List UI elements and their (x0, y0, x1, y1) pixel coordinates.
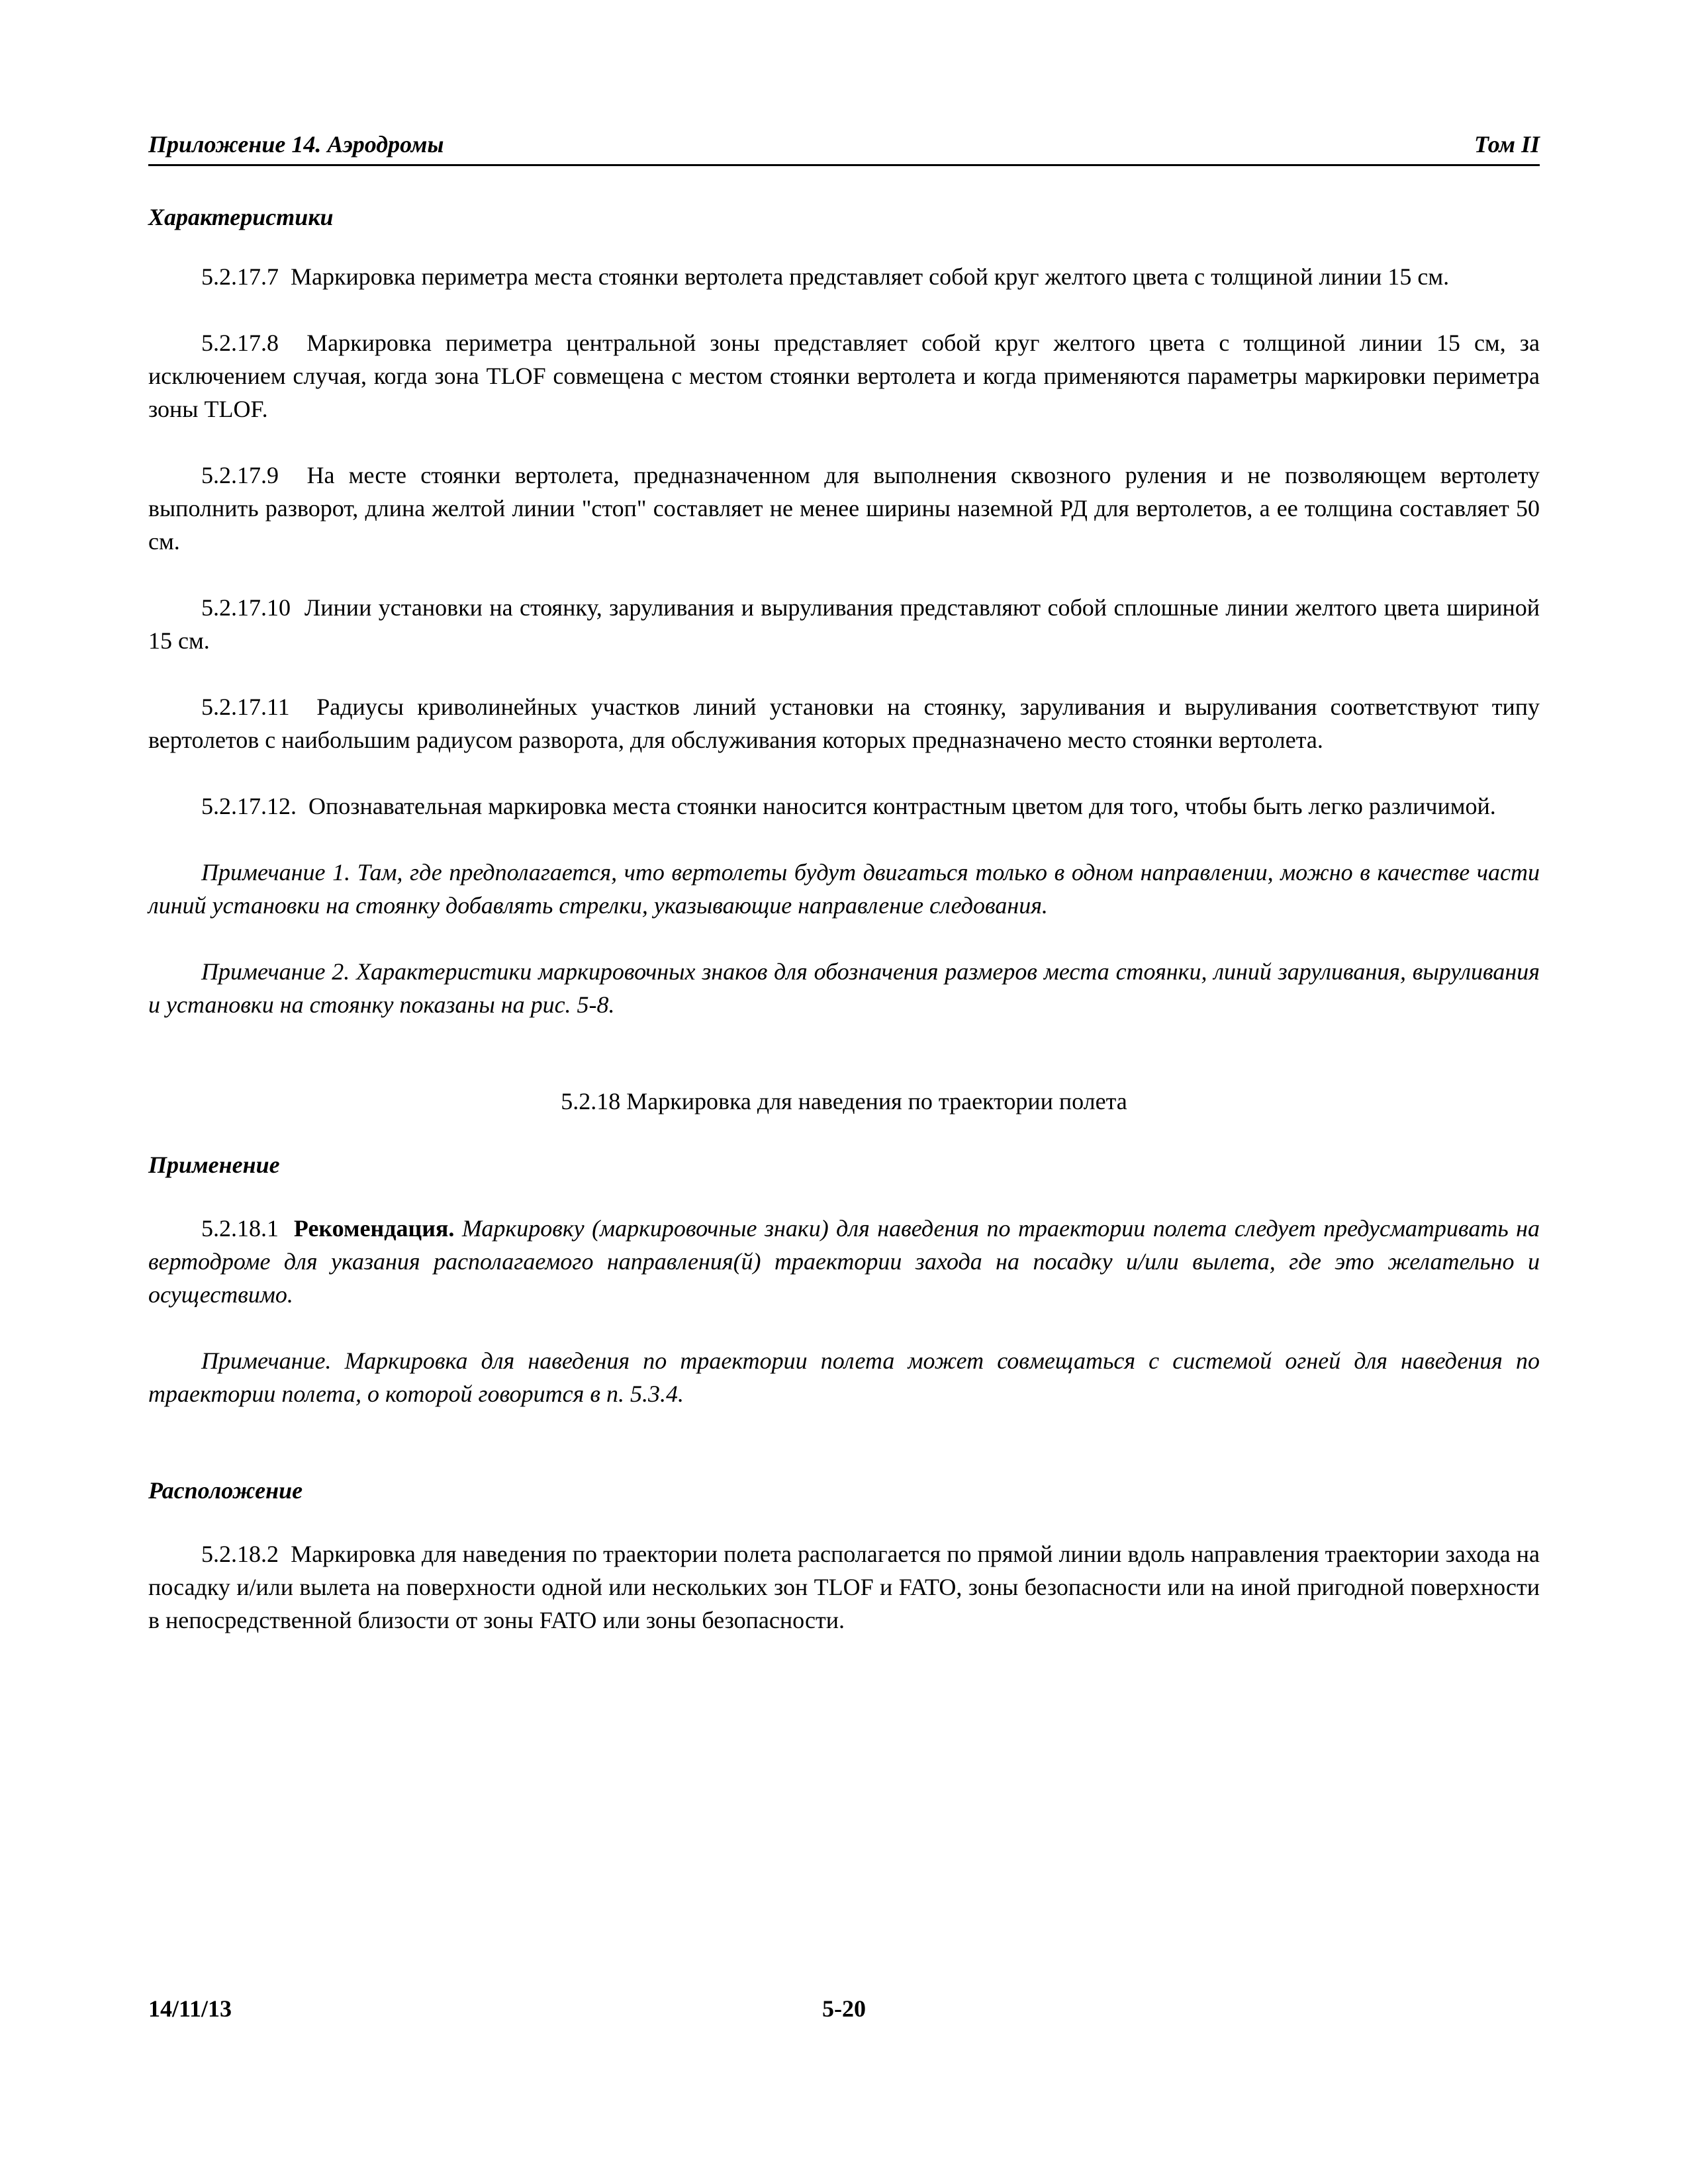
header-volume: Том II (1474, 131, 1540, 158)
page-footer (148, 1992, 1540, 2025)
paragraph-number: 5.2.17.10 (201, 594, 291, 621)
paragraph-5-2-17-9 (148, 459, 1540, 558)
paragraph-5-2-17-7 (148, 260, 1540, 293)
section-5-2-18-title: 5.2.18 Маркировка для наведения по траектории полета (561, 1088, 1127, 1115)
paragraph-5-2-17-12 (148, 790, 1540, 823)
paragraph-text: На месте стоянки вертолета, предназначенном для выполнения сквозного руления и не позволяющем вертолету выполнить разворот, длина желтой линии "стоп" составляет не менее ширины наземной РД для вертолетов, а ее толщина составляет 50 см. (148, 462, 1540, 555)
paragraph-text: Маркировку (маркировочные знаки) для наведения по траектории полета следует предусматривать на вертодроме для указания располагаемого направления(й) траектории захода на посадку и/или вылета, где это желательно и осуществимо. (148, 1215, 1540, 1308)
paragraph-text: Линии установки на стоянку, заруливания и выруливания представляют собой сплошные линии желтого цвета шириной 15 см. (148, 594, 1540, 654)
characteristics-heading: Характеристики (148, 204, 334, 230)
paragraph-5-2-17-11 (148, 690, 1540, 756)
header-annex-title: Приложение 14. Аэродромы (148, 131, 444, 158)
note-3: Примечание. Маркировка для наведения по траектории полета может совмещаться с системой огней для наведения по траектории полета, о которой говорится в п. 5.3.4. (148, 1347, 1540, 1407)
paragraph-text: Маркировка периметра центральной зоны представляет собой круг желтого цвета с толщиной линии 15 см, за исключением случая, когда зона TLOF совмещена с местом стоянки вертолета и когда применяются параметры маркировки периметра зоны TLOF. (148, 330, 1540, 422)
document-page (148, 130, 1540, 1637)
paragraph-5-2-18-2 (148, 1537, 1540, 1637)
paragraph-5-2-18-1 (148, 1212, 1540, 1311)
note-1: Примечание 1. Там, где предполагается, что вертолеты будут двигаться только в одном направлении, можно в качестве части линий установки на стоянку добавлять стрелки, указывающие направление следования. (148, 859, 1540, 919)
paragraph-number: 5.2.18.1 (201, 1215, 279, 1242)
paragraph-5-2-17-8 (148, 326, 1540, 426)
paragraph-5-2-17-10 (148, 591, 1540, 657)
footer-page-number: 5-20 (822, 1995, 866, 2022)
note-2: Примечание 2. Характеристики маркировочных знаков для обозначения размеров места стоянки, линий заруливания, выруливания и установки на стоянку показаны на рис. 5-8. (148, 958, 1540, 1018)
paragraph-number: 5.2.17.8 (201, 330, 279, 356)
running-header (148, 130, 1540, 166)
paragraph-text: Маркировка периметра места стоянки вертолета представляет собой круг желтого цвета с толщиной линии 15 см. (291, 263, 1450, 290)
location-heading: Расположение (148, 1477, 303, 1504)
footer-date: 14/11/13 (148, 1995, 232, 2022)
paragraph-number: 5.2.17.12. (201, 793, 297, 819)
paragraph-number: 5.2.17.7 (201, 263, 279, 290)
paragraph-text: Опознавательная маркировка места стоянки наносится контрастным цветом для того, чтобы быть легко различимой. (308, 793, 1496, 819)
paragraph-number: 5.2.17.9 (201, 462, 279, 488)
application-heading: Применение (148, 1152, 280, 1178)
paragraph-number: 5.2.17.11 (201, 694, 290, 720)
paragraph-text: Радиусы криволинейных участков линий установки на стоянку, заруливания и выруливания соответствуют типу вертолетов с наибольшим радиусом разворота, для обслуживания которых предназначено место стоянки вертолета. (148, 694, 1540, 753)
paragraph-text: Маркировка для наведения по траектории полета располагается по прямой линии вдоль направления траектории захода на посадку и/или вылета на поверхности одной или нескольких зон TLOF и FATO, зоны безопасности или на иной пригодной поверхности в непосредственной близости от зоны FATO или зоны безопасности. (148, 1541, 1540, 1633)
paragraph-number: 5.2.18.2 (201, 1541, 279, 1567)
recommendation-label: Рекомендация. (293, 1215, 455, 1242)
